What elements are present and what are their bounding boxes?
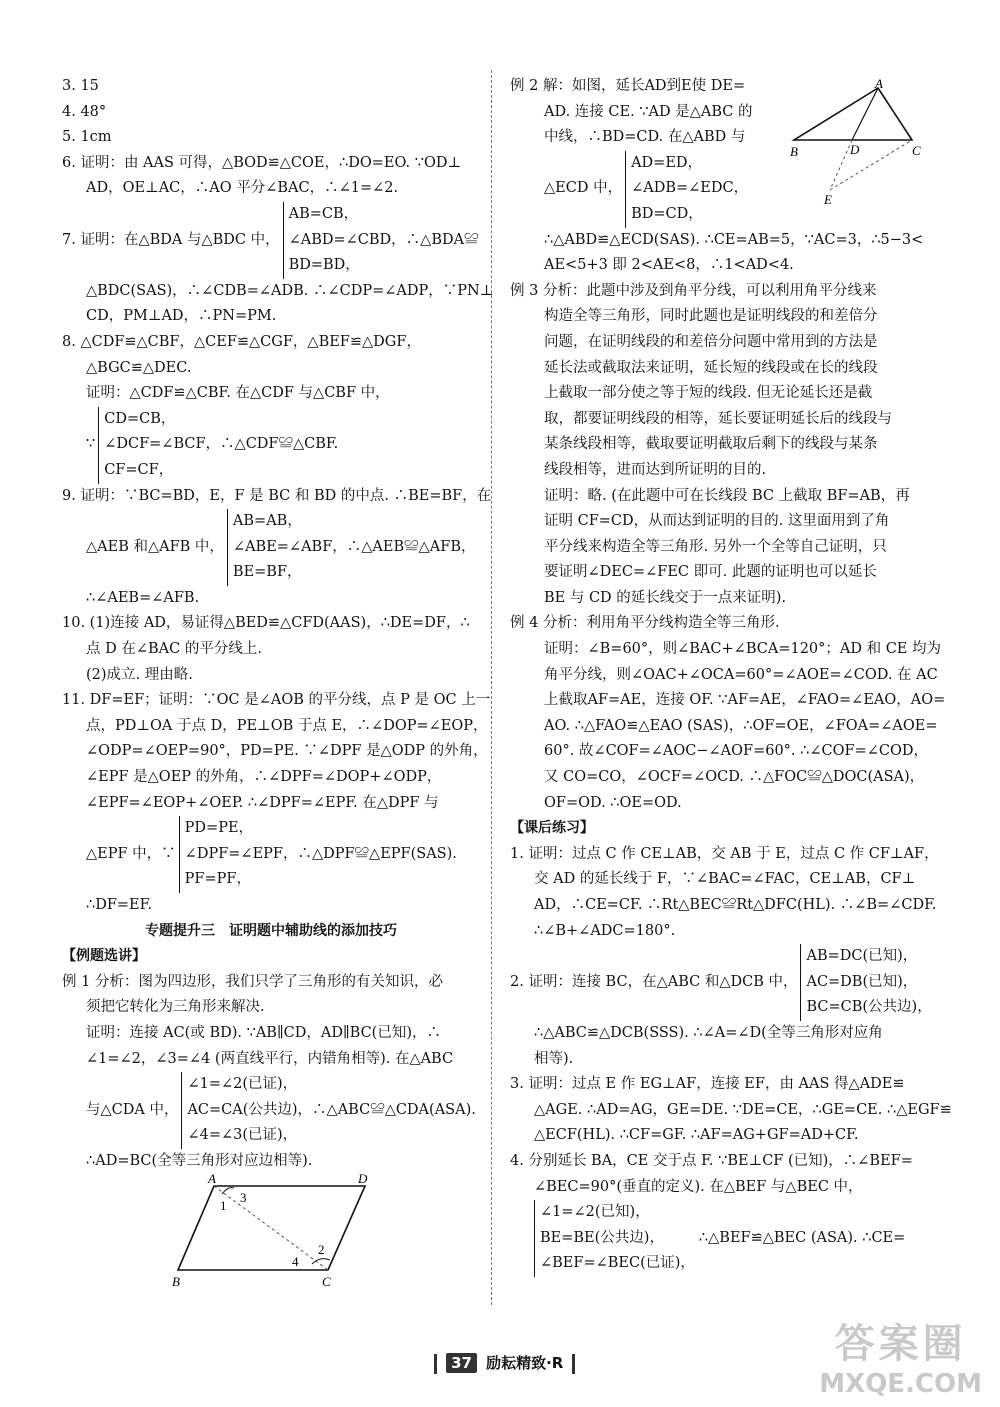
example-3-line6: 取，都要证明线段的相等，延长要证明延长后的线段与 (544, 410, 892, 427)
example-3-line5: 上截取一部分使之等于短的线段. 但无论延长还是截 (544, 385, 873, 402)
example-3-line3: 问题，在证明线段的和差倍分问题中常用到的方法是 (544, 333, 878, 350)
example-4-line1: 例 4 分析：利用角平分线构造全等三角形. (510, 615, 780, 632)
homework-4-line2: ∠BEC=90°(垂直的定义). 在△BEF 与△BEC 中， (534, 1178, 863, 1195)
column-divider (491, 70, 492, 1305)
example-2-line4: ∴△ABD≌△ECD(SAS). ∴CE=AB=5，∵AC=3，∴5−3< (544, 231, 924, 248)
page-number: 37 (446, 1353, 477, 1373)
homework-heading: 【课后练习】 (510, 820, 594, 837)
example-1-line4: ∠1=∠2，∠3=∠4 (两直线平行，内错角相等). 在△ABC (86, 1050, 454, 1067)
vertex-e-label: E (824, 192, 832, 207)
answer-11-line6: ∴DF=EF. (86, 897, 153, 913)
answer-10-line1: 10. (1)连接 AD，易证得△BED≌△CFD(AAS)，∴DE=DF，∴ (62, 615, 470, 632)
watermark-url: MXQE.COM (819, 1369, 982, 1399)
homework-2-cond2: AC=DB(已知)， (806, 973, 918, 990)
answer-8-because: ∵ (86, 436, 96, 453)
example-4-line4: 上截取AF=AE，连接 OF. ∵AF=AE，∠FAO=∠EAO，AO= (544, 692, 946, 709)
example-3-line10: 证明 CF=CD，从而达到证明的目的. 这里面用到了角 (544, 513, 890, 530)
answer-11-cond3: PF=PF， (184, 871, 251, 888)
diagonal-ac (214, 1186, 328, 1270)
example-3-line1: 例 3 分析：此题中涉及到角平分线，可以利用角平分线来 (510, 282, 877, 299)
answer-8-cond1: CD=CB， (104, 410, 176, 427)
examples-heading: 【例题选讲】 (62, 948, 146, 965)
example-3-line2: 构造全等三角形，同时此题也是证明线段的和差倍分 (544, 308, 878, 325)
example-4-line2: 证明：∠B=60°，则∠BAC+∠BCA=120°；AD 和 CE 均为 (544, 641, 941, 658)
answer-8-cond2: ∠DCF=∠BCF，∴△CDF≌△CBF. (104, 436, 339, 453)
example-3-line13: BE 与 CD 的延长线交于一点来证明). (544, 589, 787, 606)
angle-1-label: 1 (220, 1198, 227, 1213)
vertex-d-label: D (850, 142, 860, 157)
homework-2-line2: 相等). (534, 1050, 574, 1067)
answer-11-intro: △EPF 中，∵ (86, 845, 176, 862)
example-2-line1: 例 2 解：如图，延长AD到E使 DE= (510, 78, 746, 94)
example-1-cond3: ∠4=∠3(已证)， (187, 1127, 298, 1144)
example-1-cond1: ∠1=∠2(已证)， (187, 1076, 298, 1093)
example-2-cond1: AD=ED， (631, 154, 703, 171)
answer-11-line5: ∠EPF=∠EOP+∠OEP. ∴∠DPF=∠EPF. 在△DPF 与 (86, 794, 439, 811)
answer-7-line2: △BDC(SAS)，∴∠CDB=∠ADB. ∴∠CDP=∠ADP，∵PN⊥ (86, 282, 494, 299)
example-2-line3: 中线，∴BD=CD. 在△ABD 与 (544, 129, 746, 146)
parallelogram-outline (178, 1186, 365, 1270)
answer-11-cond2: ∠DPF=∠EPF，∴△DPF≌△EPF(SAS). (184, 845, 457, 862)
answer-10-line2: 点 D 在∠BAC 的平分线上. (86, 641, 262, 658)
example-4-line3: 角平分线，则∠OAC+∠OCA=60°=∠AOE=∠COD. 在 AC (544, 666, 938, 683)
example-3-line4: 延长法或截取法来证明，延长短的线段或在长的线段 (544, 359, 878, 376)
answer-11-system (62, 816, 480, 893)
answer-9-cond2: ∠ABE=∠ABF，∴△AEB≌△AFB， (232, 538, 476, 555)
example-2-line2: AD. 连接 CE. ∵AD 是△ABC 的 (544, 103, 753, 120)
answer-11-line4: ∠EPF 是△OEP 的外角，∴∠DPF=∠DOP+∠ODP， (86, 769, 442, 786)
answer-9-intro: △AEB 和△AFB 中， (86, 538, 224, 555)
section-title: 专题提升三 证明题中辅助线的添加技巧 (145, 922, 397, 939)
homework-3-line3: △ECF(HL). ∴CF=GF. ∴AF=AG+GF=AD+CF. (534, 1127, 859, 1144)
example-4-line7: 又 CO=CO，∠OCF=∠OCD. ∴△FOC≌△DOC(ASA)， (544, 769, 925, 786)
answer-11-line3: ∠ODP=∠OEP=90°，PD=PE. ∵∠DPF 是△ODP 的外角， (86, 743, 488, 760)
footer-bar-left (434, 1354, 437, 1374)
answer-8-line3: 证明：△CDF≌△CBF. 在△CDF 与△CBF 中， (86, 385, 390, 402)
example-4-line5: AO. ∴△FAO≌△EAO (SAS)，∴OF=OE，∠FOA=∠AOE= (544, 717, 938, 734)
triangle-figure (788, 78, 928, 208)
homework-1-line2: 交 AD 的延长线于 F，∵∠BAC=∠FAC，CE⊥AB，CF⊥ (534, 871, 916, 888)
example-1-system (62, 1072, 480, 1149)
homework-2-cond3: BC=CB(公共边)， (806, 999, 932, 1016)
example-3-line7: 某条线段相等，截取要证明截取后剩下的线段与某条 (544, 436, 878, 453)
vertex-b-label: B (172, 1274, 180, 1289)
vertex-c-label: C (912, 143, 921, 158)
homework-2-intro: 2. 证明：连接 BC，在△ABC 和△DCB 中， (510, 973, 798, 990)
triangle-abc (794, 88, 912, 140)
footer-bar-right (572, 1354, 575, 1374)
answer-6-line1: 6. 证明：由 AAS 可得，△BOD≌△COE，∴DO=EO. ∵OD⊥ (62, 154, 462, 171)
answer-9-line2: ∴∠AEB=∠AFB. (86, 589, 200, 606)
watermark (819, 1312, 982, 1399)
answer-11-line2: 点，PD⊥OA 于点 D，PE⊥OB 于点 E，∴∠DOP=∠EOP， (86, 717, 488, 734)
example-1-intro: 与△CDA 中， (86, 1101, 179, 1118)
homework-1-line1: 1. 证明：过点 C 作 CE⊥AB，交 AB 于 E，过点 C 作 CF⊥AF， (510, 845, 939, 862)
homework-3-line1: 3. 证明：过点 E 作 EG⊥AF，连接 EF，由 AAS 得△ADE≌ (510, 1076, 905, 1093)
answer-6-line2: AD，OE⊥AC，∴AO 平分∠BAC，∴∠1=∠2. (86, 180, 399, 197)
homework-4-cond1: ∠1=∠2(已知)， (540, 1204, 650, 1221)
example-4-line8: OF=OD. ∴OE=OD. (544, 794, 682, 811)
extension-de (830, 140, 852, 190)
example-4-line6: 60°. 故∠COF=∠AOC−∠AOF=60°. ∴∠COF=∠COD， (544, 743, 928, 760)
homework-4-conclusion: ∴△BEF≌△BEC (ASA). ∴CE= (698, 1229, 906, 1246)
answer-8-line1: 8. △CDF≌△CBF，△CEF≌△CGF，△BEF≌△DGF， (62, 333, 421, 350)
watermark-title: 答案圈 (834, 1321, 967, 1367)
answer-8-system (62, 407, 480, 484)
answer-7-intro: 7. 证明：在△BDA 与△BDC 中， (62, 231, 280, 248)
homework-4-system (510, 1200, 925, 1277)
example-2-line5: AE<5+3 即 2<AE<8，∴1<AD<4. (544, 257, 794, 274)
angle-4-label: 4 (292, 1254, 299, 1269)
answer-5: 5. 1cm (62, 129, 112, 146)
answer-10-line3: (2)成立. 理由略. (86, 666, 193, 683)
answer-9-system (62, 509, 480, 586)
segment-ce (830, 140, 912, 190)
homework-2-line1: ∴△ABC≌△DCB(SSS). ∴∠A=∠D(全等三角形对应角 (534, 1024, 883, 1041)
example-2-intro: △ECD 中， (544, 180, 623, 197)
answer-7-system (62, 202, 480, 279)
example-1-cond2: AC=CA(公共边)，∴△ABC≌△CDA(ASA). (187, 1101, 476, 1118)
answer-11-line1: 11. DF=EF；证明：∵OC 是∠AOB 的平分线，点 P 是 OC 上一 (62, 692, 491, 709)
example-3-line11: 平分线来构造全等三角形. 另外一个全等自己证明，只 (544, 538, 887, 555)
vertex-a-label: A (208, 1172, 216, 1186)
answer-9-cond1: AB=AB， (232, 513, 302, 530)
answer-7-cond1: AB=CB， (288, 205, 359, 222)
answer-7-cond2: ∠ABD=∠CBD，∴△BDA≌ (288, 231, 479, 248)
example-3-line12: 要证明∠DEC=∠FEC 即可. 此题的证明也可以延长 (544, 564, 877, 581)
example-3-line9: 证明：略. (在此题中可在长线段 BC 上截取 BF=AB，再 (544, 487, 910, 504)
answer-7-cond3: BD=BD， (288, 257, 360, 274)
vertex-c-label: C (322, 1274, 331, 1289)
vertex-a-label: A (875, 78, 883, 91)
angle-2-label: 2 (318, 1242, 325, 1257)
brand-name: 励耘精致·R (486, 1354, 564, 1372)
homework-3-line2: △AGE. ∴AD=AG，GE=DE. ∵DE=CE，∴GE=CE. ∴△EGF≌ (534, 1101, 952, 1118)
homework-1-line4: ∴∠B+∠ADC=180°. (534, 922, 676, 939)
example-3-line8: 线段相等，进而达到所证明的目的. (544, 461, 767, 478)
vertex-d-label: D (358, 1172, 368, 1186)
answer-4: 4. 48° (62, 103, 107, 120)
homework-1-line3: AD，∴CE=CF. ∴Rt△BEC≌Rt△DFC(HL). ∴∠B=∠CDF. (534, 897, 937, 913)
example-2-cond2: ∠ADB=∠EDC， (631, 180, 749, 197)
page-footer (430, 1352, 579, 1374)
example-1-line2: 须把它转化为三角形来解决. (86, 999, 265, 1016)
example-1-line1: 例 1 分析：图为四边形，我们只学了三角形的有关知识，必 (62, 973, 443, 990)
parallelogram-figure (170, 1172, 370, 1292)
answer-9-line1: 9. 证明：∵BC=BD，E，F 是 BC 和 BD 的中点. ∴BE=BF，在 (62, 487, 492, 504)
homework-4-cond3: ∠BEF=∠BEC(已证)， (540, 1255, 695, 1272)
angle-arc-c (312, 1259, 330, 1264)
example-1-line3: 证明：连接 AC(或 BD). ∵AB∥CD，AD∥BC(已知)，∴ (86, 1024, 441, 1041)
answer-8-line2: △BGC≌△DEC. (86, 359, 192, 376)
angle-3-label: 3 (240, 1190, 247, 1205)
example-1-line5: ∴AD=BC(全等三角形对应边相等). (86, 1152, 313, 1169)
answer-3: 3. 15 (62, 78, 99, 94)
right-column (510, 74, 952, 1277)
answer-7-line3: CD，PM⊥AD，∴PN=PM. (86, 308, 277, 325)
answer-8-cond3: CF=CF， (104, 461, 174, 478)
vertex-b-label: B (790, 144, 798, 159)
left-column (62, 74, 494, 1175)
answer-11-cond1: PD=PE， (184, 820, 254, 837)
example-2-cond3: BD=CD， (631, 205, 703, 222)
homework-4-cond2: BE=BE(公共边)， (540, 1229, 664, 1246)
homework-4-line1: 4. 分别延长 BA，CE 交于点 F. ∵BE⊥CF (已知)，∴∠BEF= (510, 1152, 913, 1169)
homework-2-system (510, 944, 932, 1021)
answer-9-cond3: BE=BF， (232, 564, 302, 581)
homework-2-cond1: AB=DC(已知)， (806, 948, 918, 965)
